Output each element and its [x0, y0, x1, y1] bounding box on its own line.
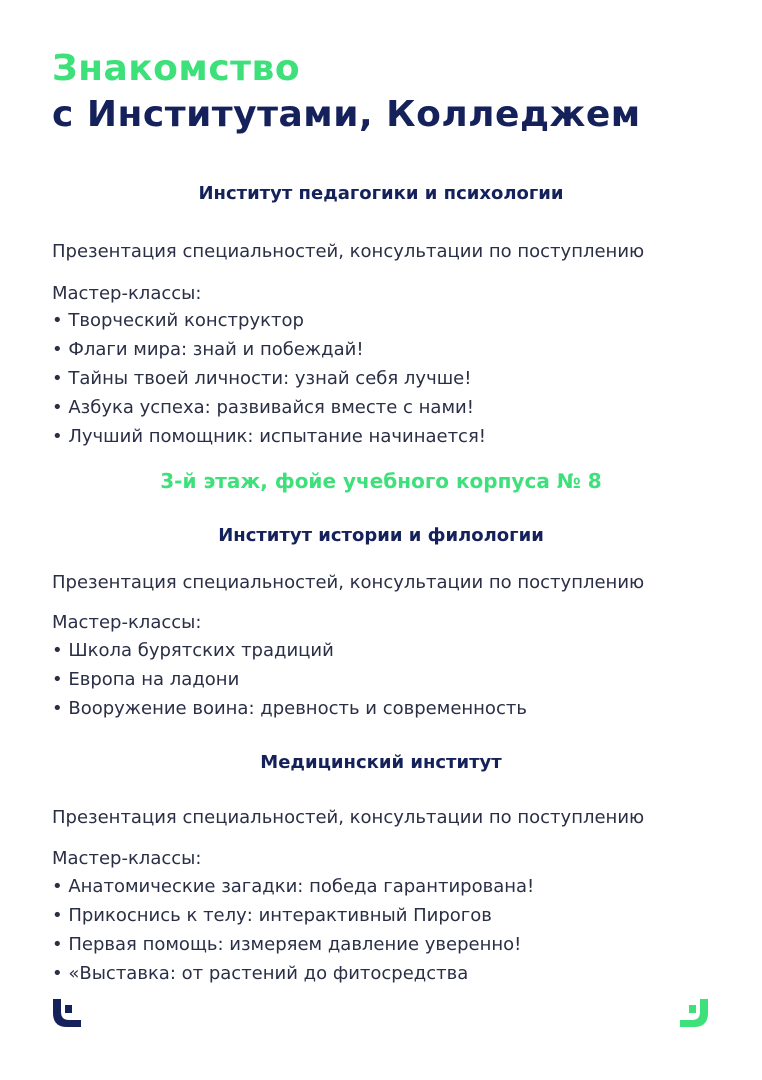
- masterclasses-label-history: Мастер-классы:: [52, 612, 202, 633]
- masterclass-list-pedagogy: [52, 306, 486, 451]
- logo-mark-right-icon: [677, 996, 711, 1030]
- list-item: • Творческий конструктор: [52, 306, 486, 335]
- page-title-line2: с Институтами, Колледжем: [52, 94, 641, 135]
- list-item: • «Выставка: от растений до фитосредства: [52, 959, 534, 988]
- presentation-text-pedagogy: Презентация специальностей, консультации по поступлению: [52, 241, 645, 262]
- list-item: • Тайны твоей личности: узнай себя лучше!: [52, 364, 486, 393]
- masterclasses-label-medical: Мастер-классы:: [52, 848, 202, 869]
- masterclasses-label-pedagogy: Мастер-классы:: [52, 283, 202, 304]
- page-title: [52, 46, 641, 138]
- list-item: • Вооружение воина: древность и современность: [52, 694, 527, 723]
- list-item: • Первая помощь: измеряем давление уверенно!: [52, 930, 534, 959]
- list-item: • Азбука успеха: развивайся вместе с нами!: [52, 393, 486, 422]
- section-title-history: Институт истории и филологии: [218, 525, 544, 546]
- list-item: • Школа бурятских традиций: [52, 636, 527, 665]
- masterclass-list-history: [52, 636, 527, 723]
- presentation-text-history: Презентация специальностей, консультации по поступлению: [52, 572, 645, 593]
- section-title-pedagogy: Институт педагогики и психологии: [198, 183, 564, 204]
- list-item: • Анатомические загадки: победа гарантирована!: [52, 872, 534, 901]
- list-item: • Прикоснись к телу: интерактивный Пирогов: [52, 901, 534, 930]
- list-item: • Европа на ладони: [52, 665, 527, 694]
- masterclass-list-medical: [52, 872, 534, 988]
- logo-mark-left-icon: [50, 996, 84, 1030]
- list-item: • Флаги мира: знай и побеждай!: [52, 335, 486, 364]
- location-text: 3-й этаж, фойе учебного корпуса № 8: [160, 469, 602, 493]
- list-item: • Лучший помощник: испытание начинается!: [52, 422, 486, 451]
- presentation-text-medical: Презентация специальностей, консультации по поступлению: [52, 807, 645, 828]
- page-title-line1: Знакомство: [52, 48, 301, 89]
- section-title-medical: Медицинский институт: [260, 752, 502, 773]
